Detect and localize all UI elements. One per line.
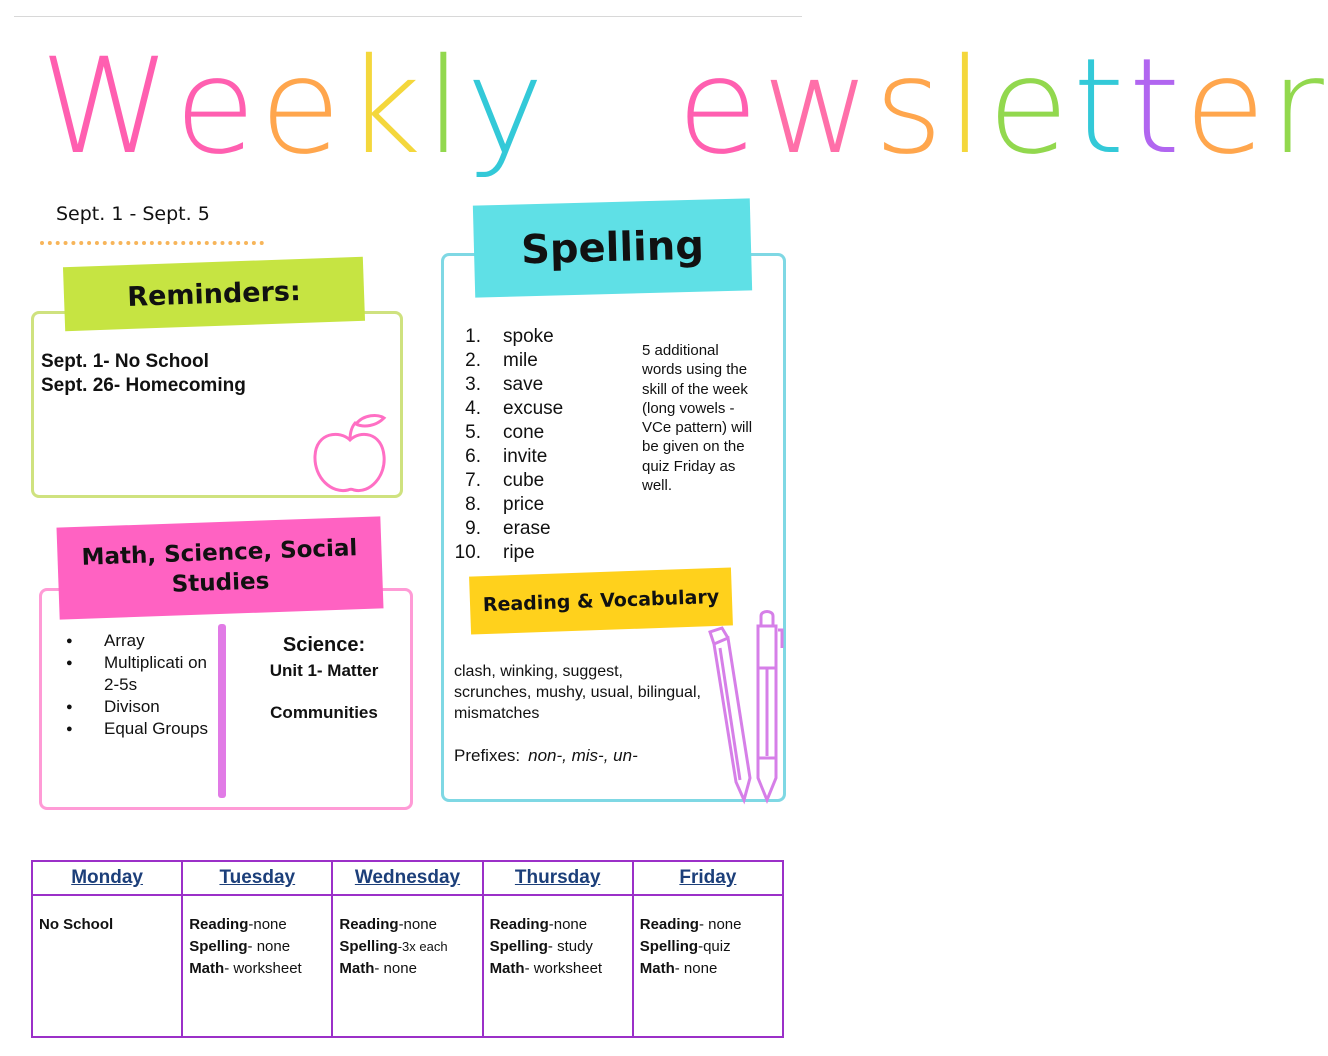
- math-topic-list: [62, 630, 212, 740]
- hw-value: -none: [398, 916, 437, 933]
- hw-label: Reading: [639, 916, 699, 933]
- spelling-word: cone: [503, 422, 545, 443]
- title-letter: t: [1128, 30, 1185, 184]
- column-divider: [218, 624, 226, 798]
- spelling-word: price: [503, 494, 545, 515]
- monday-cell: [32, 895, 182, 1037]
- prefixes-line: [454, 746, 638, 766]
- science-unit: Unit 1- Matter: [269, 661, 379, 680]
- title-letter: t: [1072, 30, 1129, 184]
- hw-label: Math: [639, 960, 675, 977]
- reminder-item: Sept. 26- Homecoming: [41, 375, 246, 396]
- day-header-friday: Friday: [633, 861, 783, 895]
- hw-label: Reading: [189, 916, 249, 933]
- spelling-number: 4.: [465, 398, 481, 419]
- reminder-item: Sept. 1- No School: [41, 351, 209, 372]
- title-letter: e: [174, 30, 260, 184]
- hw-label: Spelling: [339, 938, 398, 955]
- title-letter: w: [762, 30, 875, 184]
- title-letter: e: [676, 30, 763, 184]
- math-topic: ● Multiplicati on 2-5s: [62, 652, 212, 696]
- reading-vocabulary-banner: Reading & Vocabulary: [469, 567, 733, 634]
- math-banner-line2: Studies: [171, 568, 270, 598]
- science-section: [234, 634, 414, 723]
- title-letter: l: [425, 30, 467, 184]
- spelling-word-item: [448, 517, 563, 541]
- reminders-banner: Reminders:: [63, 257, 365, 331]
- hw-value: - none: [374, 960, 417, 977]
- prefix-label: Prefixes:: [454, 746, 521, 765]
- spelling-banner: Spelling: [473, 198, 752, 297]
- vocabulary-words: clash, winking, suggest, scrunches, mushy, usual, bilingual, mismatches: [454, 663, 701, 722]
- apple-icon: [310, 412, 390, 498]
- thursday-cell: [483, 895, 633, 1037]
- spelling-word: save: [503, 374, 544, 395]
- spelling-word-item: [448, 421, 563, 445]
- wednesday-cell: [332, 895, 482, 1037]
- friday-cell: [633, 895, 783, 1037]
- hw-label: Math: [489, 960, 525, 977]
- spelling-word: ripe: [503, 542, 535, 563]
- spelling-word: excuse: [503, 398, 564, 419]
- hw-value: - study: [547, 938, 593, 955]
- title-letter: e: [987, 30, 1073, 184]
- title-letter: e: [259, 30, 345, 184]
- pencils-icon: [706, 608, 784, 804]
- hw-value: -none: [248, 916, 287, 933]
- hw-value: - worksheet: [224, 960, 302, 977]
- spelling-number: 7.: [465, 470, 481, 491]
- hw-value: - none: [698, 916, 742, 933]
- dotted-divider: [40, 241, 264, 245]
- spelling-word: spoke: [503, 326, 554, 347]
- spelling-word-item: [448, 541, 563, 565]
- math-science-banner: [56, 516, 383, 619]
- hw-label: Reading: [339, 916, 399, 933]
- hw-value: -quiz: [698, 938, 731, 955]
- top-divider: [14, 16, 802, 17]
- title-letter: N: [574, 30, 677, 184]
- hw-label: Reading: [489, 916, 549, 933]
- title-letter: e: [1184, 30, 1270, 184]
- spelling-word-item: [448, 349, 563, 373]
- title-letter: y: [466, 30, 549, 184]
- title-letter: k: [344, 30, 426, 184]
- title-letter: l: [946, 30, 988, 184]
- title-letter: s: [874, 30, 947, 184]
- spelling-number: 5.: [465, 422, 481, 443]
- hw-label: Math: [189, 960, 225, 977]
- social-studies-topic: Communities: [270, 703, 378, 722]
- day-header-monday: Monday: [32, 861, 182, 895]
- hw-value: - none: [247, 938, 291, 955]
- hw-label: Math: [339, 960, 375, 977]
- spelling-number: 1.: [465, 326, 481, 347]
- science-heading: Science:: [282, 634, 366, 656]
- spelling-word: invite: [503, 446, 548, 467]
- day-header-tuesday: Tuesday: [182, 861, 332, 895]
- hw-value: - none: [674, 960, 718, 977]
- math-topic: ● Array: [62, 630, 212, 652]
- spelling-word-item: [448, 373, 563, 397]
- spelling-number: 9.: [465, 518, 481, 539]
- math-topic: ● Divison: [62, 696, 212, 718]
- math-topic: ● Equal Groups: [62, 718, 212, 740]
- spelling-word-item: [448, 469, 563, 493]
- weekly-schedule: [31, 860, 784, 1038]
- spelling-word: erase: [503, 518, 551, 539]
- hw-label: Spelling: [489, 938, 548, 955]
- date-range: Sept. 1 - Sept. 5: [56, 203, 210, 225]
- spelling-word: cube: [503, 470, 545, 491]
- spelling-word-item: [448, 325, 563, 349]
- math-banner-line1: Math, Science, Social: [81, 535, 358, 571]
- reminders-list: [41, 350, 246, 398]
- hw-label: Spelling: [639, 938, 699, 955]
- spelling-note: 5 additional words using the skill of the week (long vowels - VCe pattern) will be given on the quiz Friday as well.: [642, 342, 753, 495]
- title-letter: W: [40, 30, 175, 184]
- hw-value: - worksheet: [524, 960, 603, 977]
- spelling-number: 6.: [465, 446, 481, 467]
- spelling-number: 2.: [465, 350, 481, 371]
- monday-note: No School: [39, 916, 114, 933]
- hw-value: -none: [548, 916, 588, 933]
- title-letter: r: [1269, 30, 1328, 184]
- spelling-word-item: [448, 493, 563, 517]
- newsletter-title: [40, 22, 1328, 212]
- day-header-thursday: Thursday: [483, 861, 633, 895]
- spelling-word-item: [448, 397, 563, 421]
- day-header-wednesday: Wednesday: [332, 861, 482, 895]
- spelling-word-item: [448, 445, 563, 469]
- hw-label: Spelling: [189, 938, 248, 955]
- spelling-number: 3.: [465, 374, 481, 395]
- hw-value: -3x each: [397, 939, 448, 954]
- spelling-number: 10.: [454, 542, 481, 563]
- spelling-word-list: [448, 325, 563, 565]
- tuesday-cell: [182, 895, 332, 1037]
- spelling-word: mile: [503, 350, 538, 371]
- spelling-number: 8.: [465, 494, 481, 515]
- prefix-values: non-, mis-, un-: [528, 746, 638, 765]
